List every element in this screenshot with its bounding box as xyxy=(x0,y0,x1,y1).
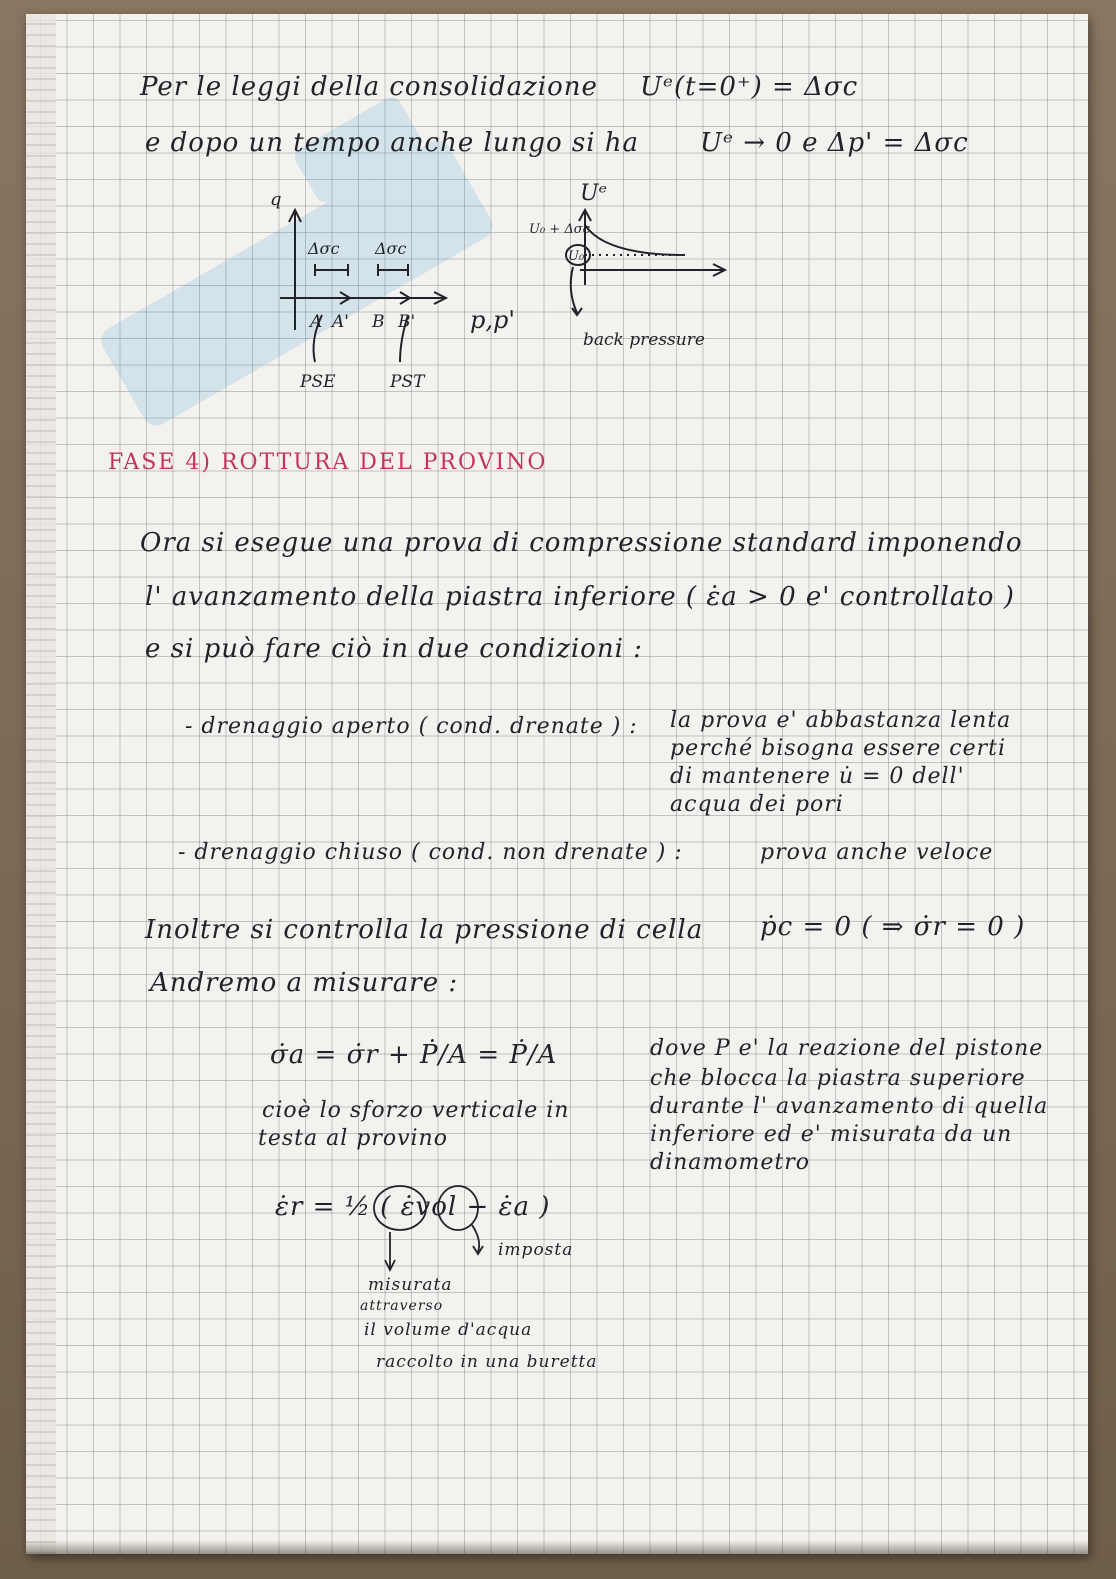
ue-label: Uᵉ xyxy=(580,181,608,206)
reaction-desc-5: dinamometro xyxy=(650,1150,810,1175)
measured-note-4: raccolto in una buretta xyxy=(376,1352,598,1372)
pse-label: PSE xyxy=(300,372,336,392)
line-consolidation: Per le leggi della consolidazione xyxy=(140,72,598,102)
stress-path-diagram xyxy=(260,180,560,400)
reaction-desc-4: inferiore ed e' misurata da un xyxy=(650,1122,1013,1147)
p-axis-label: p,p' xyxy=(470,306,515,334)
measured-note-3: il volume d'acqua xyxy=(364,1320,533,1340)
point-a-prime: A' xyxy=(332,312,349,332)
delta-sigma-label-2: Δσc xyxy=(375,239,407,258)
initial-value-label: U₀ + Δσc xyxy=(529,222,590,237)
axial-stress-equation: σ̇a = σ̇r + Ṗ/A = Ṗ/A xyxy=(270,1040,558,1070)
bullet-undrained-desc: prova anche veloce xyxy=(760,840,994,865)
bullet-drained-desc-4: acqua dei pori xyxy=(670,792,844,817)
reaction-desc-3: durante l' avanzamento di quella xyxy=(650,1094,1049,1119)
bullet-undrained: - drenaggio chiuso ( cond. non drenate ) : xyxy=(178,840,683,865)
pst-label: PST xyxy=(390,372,425,392)
point-b-prime: B' xyxy=(398,312,416,332)
equation-ue-initial: Uᵉ(t=0⁺) = Δσc xyxy=(640,72,859,102)
equation-ue-final: Uᵉ → 0 e Δp' = Δσc xyxy=(700,128,969,158)
cell-pressure-equation: ṗc = 0 ( ⇒ σ̇r = 0 ) xyxy=(760,912,1026,942)
paragraph-line-3: e si può fare ciò in due condizioni : xyxy=(145,634,643,664)
page-shadow xyxy=(26,1540,1088,1554)
measured-note-1: misurata xyxy=(368,1275,453,1295)
bullet-drained: - drenaggio aperto ( cond. drenate ) : xyxy=(185,714,638,739)
bullet-drained-desc-3: di mantenere u̇ = 0 dell' xyxy=(670,764,965,789)
paragraph-line-2: l' avanzamento della piastra inferiore ( ε̇a > 0 e' controllato ) xyxy=(145,582,1015,612)
vertical-stress-desc-2: testa al provino xyxy=(258,1126,448,1151)
pore-pressure-diagram xyxy=(525,175,765,365)
measured-note-2: attraverso xyxy=(360,1298,444,1314)
point-b: B xyxy=(372,312,385,332)
reaction-desc-2: che blocca la piastra superiore xyxy=(650,1066,1026,1091)
reaction-desc-1: dove P e' la reazione del pistone xyxy=(650,1036,1044,1061)
delta-sigma-label-1: Δσc xyxy=(308,239,340,258)
radial-strain-equation: ε̇r = ½ ( ε̇vol − ε̇a ) xyxy=(275,1192,551,1222)
q-label: q xyxy=(270,189,282,210)
u0-label: U₀ xyxy=(568,249,585,264)
cell-pressure-line: Inoltre si controlla la pressione di cella xyxy=(145,915,704,945)
vertical-stress-desc-1: cioè lo sforzo verticale in xyxy=(262,1098,570,1123)
measure-line: Andremo a misurare : xyxy=(150,968,459,998)
bullet-drained-desc-1: la prova e' abbastanza lenta xyxy=(670,708,1012,733)
bullet-drained-desc-2: perché bisogna essere certi xyxy=(670,736,1007,761)
line-long-time: e dopo un tempo anche lungo si ha xyxy=(145,128,640,158)
paragraph-line-1: Ora si esegue una prova di compressione standard imponendo xyxy=(140,528,1023,558)
imposed-label: imposta xyxy=(498,1240,574,1260)
back-pressure-label: back pressure xyxy=(583,330,705,350)
section-heading: FASE 4) ROTTURA DEL PROVINO xyxy=(108,450,548,475)
point-a: A xyxy=(310,312,323,332)
page-binding-edge xyxy=(26,14,56,1554)
